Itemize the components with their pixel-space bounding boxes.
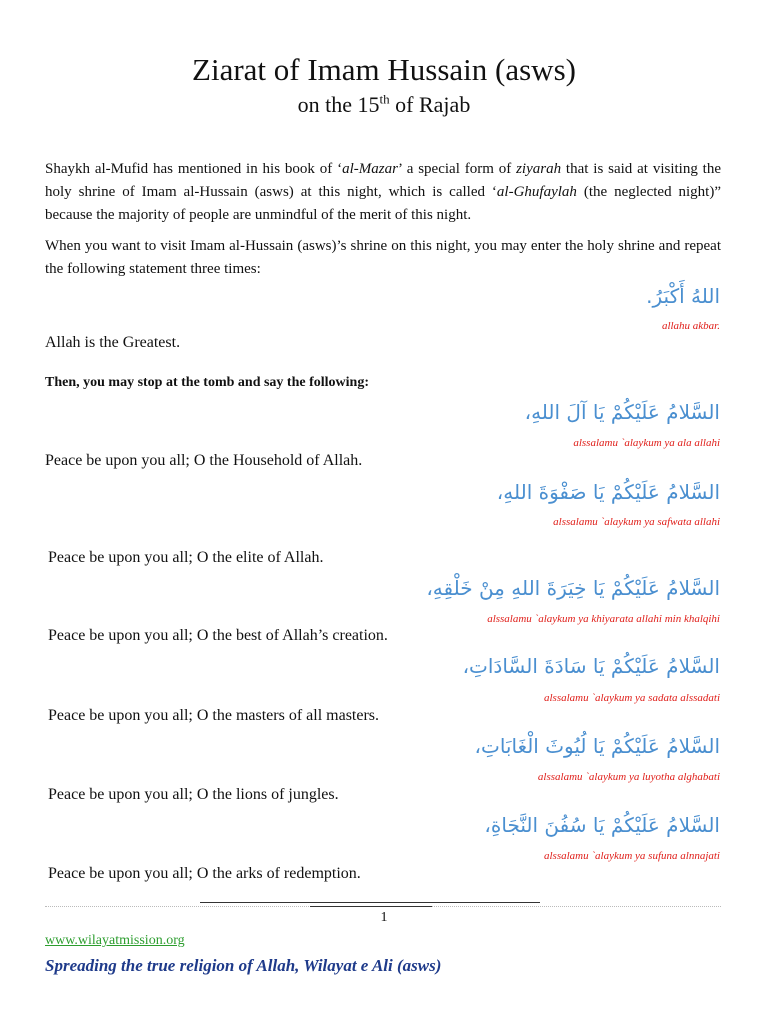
- english-translation: Peace be upon you all; O the lions of jungles.: [48, 786, 339, 803]
- book-name: al-Mazar: [342, 161, 398, 177]
- intro-text-b: ’ a special form of: [397, 161, 517, 177]
- intro-text-a: Shaykh al-Mufid has mentioned in his book of ‘: [45, 161, 343, 177]
- transliteration: allahu akbar.: [661, 320, 720, 332]
- arabic-verse: السَّلامُ عَلَيْكُمْ يَا خِيَرَةَ اللهِ مِنْ خَلْقِهِ،: [426, 576, 720, 600]
- intro-text-d: (the neglected night)” because the majority of people are unmindful of the merit of this night.: [45, 184, 721, 223]
- arabic-verse: السَّلامُ عَلَيْكُمْ يَا سُفُنَ النَّجَاةِ،: [484, 813, 720, 837]
- instruction-text: Then, you may stop at the tomb and say the following:: [45, 375, 369, 390]
- arabic-verse: السَّلامُ عَلَيْكُمْ يَا سَادَةَ السَّادَاتِ،: [462, 654, 720, 678]
- arabic-verse: السَّلامُ عَلَيْكُمْ يَا آلَ اللهِ،: [524, 400, 720, 424]
- subtitle-prefix: on the 15: [297, 92, 380, 117]
- arabic-verse: السَّلامُ عَلَيْكُمْ يَا لُيُوثَ الْغَابَاتِ،: [474, 734, 720, 758]
- transliteration: alssalamu `alaykum ya safwata allahi: [553, 516, 720, 528]
- english-translation: Allah is the Greatest.: [45, 334, 181, 351]
- night-name: al-Ghufaylah: [496, 184, 577, 200]
- intro-paragraph-2: When you want to visit Imam al-Hussain (asws)’s shrine on this night, you may enter the holy shrine and repeat the following statement three times:: [45, 238, 721, 277]
- page-title: Ziarat of Imam Hussain (asws): [192, 52, 576, 87]
- ziyarah-term: ziyarah: [516, 161, 562, 177]
- intro-paragraph-1: [45, 158, 721, 227]
- english-translation: Peace be upon you all; O the arks of redemption.: [48, 865, 361, 882]
- english-translation: Peace be upon you all; O the Household of Allah.: [45, 452, 363, 469]
- transliteration: alssalamu `alaykum ya khiyarata allahi min khalqihi: [487, 613, 720, 625]
- footer-rule: [200, 902, 540, 903]
- english-translation: Peace be upon you all; O the masters of all masters.: [48, 707, 380, 724]
- transliteration: alssalamu `alaykum ya sufuna alnnajati: [544, 850, 720, 862]
- subtitle-suffix: of Rajab: [389, 92, 471, 117]
- subtitle-superscript: th: [379, 91, 390, 107]
- intro-text-c: that is said at visiting the holy shrine of Imam al-Hussain (asws) at this night, which is called ‘: [45, 161, 722, 200]
- arabic-verse: السَّلامُ عَلَيْكُمْ يَا صَفْوَةَ اللهِ،: [496, 480, 720, 504]
- website-link[interactable]: www.wilayatmission.org: [45, 933, 185, 948]
- footer-rule-short: [310, 906, 432, 907]
- arabic-verse: اللهُ أَكْبَرُ.: [646, 284, 720, 308]
- transliteration: alssalamu `alaykum ya sadata alssadati: [544, 692, 720, 704]
- page-number: 1: [380, 910, 388, 925]
- page-subtitle: [0, 92, 768, 118]
- transliteration: alssalamu `alaykum ya luyotha alghabati: [537, 771, 720, 783]
- english-translation: Peace be upon you all; O the elite of Allah.: [48, 549, 324, 566]
- transliteration: alssalamu `alaykum ya ala allahi: [573, 437, 720, 449]
- english-translation: Peace be upon you all; O the best of Allah’s creation.: [48, 627, 388, 644]
- footer-tagline: Spreading the true religion of Allah, Wilayat e Ali (asws): [45, 956, 442, 975]
